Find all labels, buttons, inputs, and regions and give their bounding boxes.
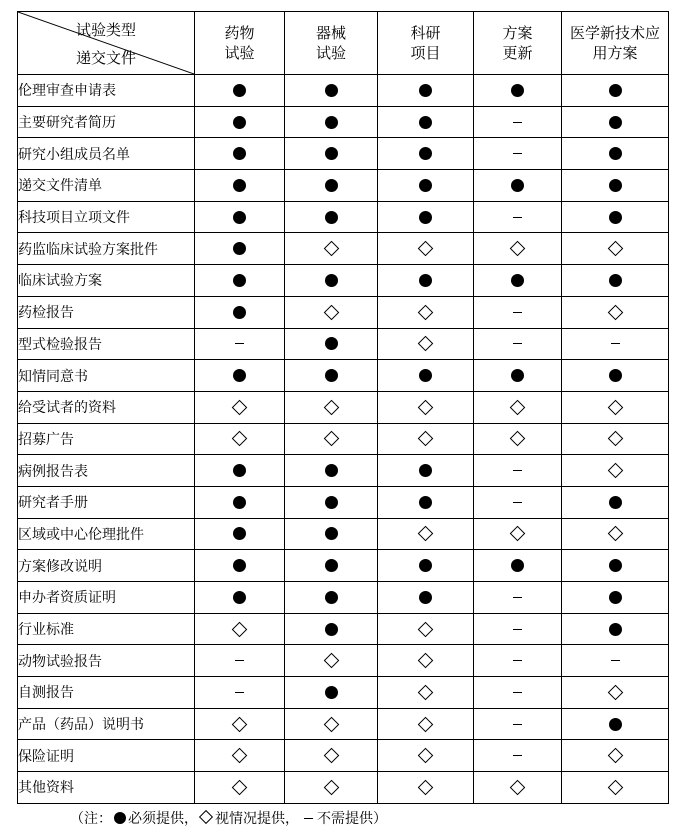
mark-cell xyxy=(378,360,474,392)
mark-cell xyxy=(285,170,378,202)
table-row xyxy=(18,582,669,614)
document-label: 保险证明 xyxy=(18,740,195,772)
dot-icon xyxy=(233,591,246,604)
table-row xyxy=(18,645,669,677)
table-row xyxy=(18,75,669,107)
dash-icon xyxy=(513,755,522,756)
table-row xyxy=(18,677,669,709)
document-label: 科技项目立项文件 xyxy=(18,201,195,233)
mark-cell xyxy=(474,360,562,392)
document-label: 病例报告表 xyxy=(18,455,195,487)
diamond-icon xyxy=(232,431,248,447)
mark-cell xyxy=(195,423,285,455)
dot-icon xyxy=(325,369,338,382)
diamond-icon xyxy=(510,780,526,796)
mark-cell xyxy=(285,423,378,455)
mark-cell xyxy=(195,360,285,392)
mark-cell xyxy=(195,677,285,709)
dot-icon xyxy=(419,464,432,477)
dot-icon xyxy=(233,116,246,129)
table-row xyxy=(18,550,669,582)
diamond-icon xyxy=(607,780,623,796)
diamond-icon xyxy=(607,526,623,542)
mark-cell xyxy=(562,486,669,518)
mark-cell xyxy=(562,455,669,487)
diamond-icon xyxy=(418,748,434,764)
dot-icon xyxy=(609,147,622,160)
diamond-icon xyxy=(418,716,434,732)
mark-cell xyxy=(474,328,562,360)
diamond-icon xyxy=(418,241,434,257)
column-header-protocol-update: 方案 更新 xyxy=(474,12,562,75)
mark-cell xyxy=(474,740,562,772)
diamond-icon xyxy=(418,336,434,352)
dot-icon xyxy=(325,623,338,636)
mark-cell xyxy=(285,75,378,107)
diamond-icon xyxy=(323,241,339,257)
document-label: 申办者资质证明 xyxy=(18,582,195,614)
mark-cell xyxy=(474,170,562,202)
mark-cell xyxy=(285,740,378,772)
document-label: 产品（药品）说明书 xyxy=(18,708,195,740)
diamond-icon xyxy=(510,399,526,415)
diamond-icon xyxy=(607,463,623,479)
mark-cell xyxy=(562,423,669,455)
document-label: 型式检验报告 xyxy=(18,328,195,360)
mark-cell xyxy=(474,582,562,614)
mark-cell xyxy=(285,328,378,360)
document-label: 动物试验报告 xyxy=(18,645,195,677)
dot-icon xyxy=(325,686,338,699)
diamond-icon xyxy=(323,399,339,415)
mark-cell xyxy=(378,170,474,202)
mark-cell xyxy=(285,550,378,582)
table-row xyxy=(18,201,669,233)
dash-icon xyxy=(235,343,244,344)
table-row xyxy=(18,170,669,202)
diamond-icon xyxy=(199,810,213,824)
mark-cell xyxy=(474,423,562,455)
dash-icon xyxy=(513,660,522,661)
mark-cell xyxy=(378,518,474,550)
document-label: 招募广告 xyxy=(18,423,195,455)
mark-cell xyxy=(378,645,474,677)
mark-cell xyxy=(378,423,474,455)
mark-cell xyxy=(285,677,378,709)
mark-cell xyxy=(285,233,378,265)
legend-note xyxy=(70,810,387,828)
mark-cell xyxy=(378,582,474,614)
mark-cell xyxy=(378,296,474,328)
dot-icon xyxy=(609,623,622,636)
mark-cell xyxy=(378,772,474,804)
dash-icon xyxy=(304,818,313,819)
mark-cell xyxy=(562,138,669,170)
dot-icon xyxy=(511,84,524,97)
dot-icon xyxy=(419,591,432,604)
mark-cell xyxy=(378,455,474,487)
diamond-icon xyxy=(607,748,623,764)
mark-cell xyxy=(562,106,669,138)
table-row xyxy=(18,138,669,170)
mark-cell xyxy=(195,582,285,614)
diamond-icon xyxy=(418,399,434,415)
mark-cell xyxy=(474,296,562,328)
table-body xyxy=(18,75,669,804)
mark-cell xyxy=(474,233,562,265)
diamond-icon xyxy=(607,685,623,701)
diamond-icon xyxy=(418,526,434,542)
table-row xyxy=(18,740,669,772)
mark-cell xyxy=(378,708,474,740)
mark-cell xyxy=(562,75,669,107)
mark-cell xyxy=(285,201,378,233)
mark-cell xyxy=(285,708,378,740)
dot-icon xyxy=(233,496,246,509)
diamond-icon xyxy=(607,399,623,415)
column-header-device-trial: 器械 试验 xyxy=(285,12,378,75)
dot-icon xyxy=(511,274,524,287)
mark-cell xyxy=(195,708,285,740)
document-label: 递交文件清单 xyxy=(18,170,195,202)
corner-bottom-label: 递交文件 xyxy=(76,49,137,67)
mark-cell xyxy=(285,772,378,804)
dot-icon xyxy=(419,496,432,509)
dot-icon xyxy=(233,369,246,382)
dot-icon xyxy=(419,179,432,192)
mark-cell xyxy=(195,518,285,550)
mark-cell xyxy=(474,265,562,297)
mark-cell xyxy=(474,391,562,423)
dash-icon xyxy=(513,502,522,503)
column-header-new-technology: 医学新技术应 用方案 xyxy=(562,12,669,75)
mark-cell xyxy=(195,645,285,677)
dot-icon xyxy=(233,274,246,287)
mark-cell xyxy=(562,233,669,265)
dash-icon xyxy=(513,470,522,471)
dot-icon xyxy=(325,464,338,477)
note-not-required: 不需提供） xyxy=(317,811,387,827)
table-row xyxy=(18,486,669,518)
dash-icon xyxy=(513,217,522,218)
diamond-icon xyxy=(323,653,339,669)
mark-cell xyxy=(474,201,562,233)
document-label: 药监临床试验方案批件 xyxy=(18,233,195,265)
document-label: 主要研究者简历 xyxy=(18,106,195,138)
document-label: 知情同意书 xyxy=(18,360,195,392)
mark-cell xyxy=(378,391,474,423)
dot-icon xyxy=(114,812,126,824)
document-label: 其他资料 xyxy=(18,772,195,804)
dot-icon xyxy=(419,147,432,160)
dot-icon xyxy=(419,211,432,224)
dot-icon xyxy=(233,179,246,192)
dash-icon xyxy=(513,312,522,313)
dot-icon xyxy=(419,84,432,97)
dot-icon xyxy=(609,496,622,509)
diamond-icon xyxy=(323,716,339,732)
mark-cell xyxy=(195,170,285,202)
dash-icon xyxy=(513,597,522,598)
mark-cell xyxy=(195,455,285,487)
dash-icon xyxy=(513,122,522,123)
mark-cell xyxy=(378,201,474,233)
dash-icon xyxy=(235,660,244,661)
dot-icon xyxy=(609,369,622,382)
dash-icon xyxy=(513,343,522,344)
dot-icon xyxy=(609,718,622,731)
dot-icon xyxy=(511,179,524,192)
mark-cell xyxy=(474,138,562,170)
diamond-icon xyxy=(323,780,339,796)
table-row xyxy=(18,106,669,138)
mark-cell xyxy=(562,708,669,740)
dot-icon xyxy=(325,211,338,224)
dot-icon xyxy=(233,211,246,224)
diamond-icon xyxy=(232,780,248,796)
mark-cell xyxy=(285,106,378,138)
submission-documents-table xyxy=(17,11,669,804)
mark-cell xyxy=(474,708,562,740)
table-row xyxy=(18,613,669,645)
diamond-icon xyxy=(418,431,434,447)
dash-icon xyxy=(513,629,522,630)
diamond-icon xyxy=(607,431,623,447)
dot-icon xyxy=(233,527,246,540)
mark-cell xyxy=(195,328,285,360)
dot-icon xyxy=(325,84,338,97)
document-label: 临床试验方案 xyxy=(18,265,195,297)
dot-icon xyxy=(233,84,246,97)
column-header-drug-trial: 药物 试验 xyxy=(195,12,285,75)
mark-cell xyxy=(285,360,378,392)
mark-cell xyxy=(378,106,474,138)
mark-cell xyxy=(562,550,669,582)
table-row xyxy=(18,708,669,740)
mark-cell xyxy=(562,391,669,423)
dot-icon xyxy=(325,559,338,572)
diamond-icon xyxy=(418,653,434,669)
mark-cell xyxy=(378,613,474,645)
mark-cell xyxy=(562,328,669,360)
document-label: 自测报告 xyxy=(18,677,195,709)
diamond-icon xyxy=(232,621,248,637)
note-required: 必须提供， xyxy=(128,811,198,827)
diamond-icon xyxy=(510,526,526,542)
mark-cell xyxy=(562,582,669,614)
column-header-research-project: 科研 项目 xyxy=(378,12,474,75)
diamond-icon xyxy=(607,241,623,257)
mark-cell xyxy=(285,265,378,297)
dot-icon xyxy=(325,274,338,287)
dash-icon xyxy=(611,660,620,661)
document-label: 行业标准 xyxy=(18,613,195,645)
corner-header-cell xyxy=(18,12,195,75)
table-row xyxy=(18,265,669,297)
dot-icon xyxy=(233,306,246,319)
dot-icon xyxy=(419,116,432,129)
dot-icon xyxy=(511,369,524,382)
mark-cell xyxy=(378,677,474,709)
mark-cell xyxy=(378,75,474,107)
dot-icon xyxy=(325,527,338,540)
corner-top-label: 试验类型 xyxy=(76,21,137,39)
dot-icon xyxy=(609,179,622,192)
mark-cell xyxy=(378,328,474,360)
diamond-icon xyxy=(323,748,339,764)
document-label: 研究者手册 xyxy=(18,486,195,518)
mark-cell xyxy=(474,772,562,804)
mark-cell xyxy=(195,486,285,518)
table-row xyxy=(18,328,669,360)
table-row xyxy=(18,772,669,804)
mark-cell xyxy=(285,296,378,328)
mark-cell xyxy=(195,138,285,170)
dot-icon xyxy=(233,242,246,255)
dot-icon xyxy=(233,147,246,160)
mark-cell xyxy=(195,106,285,138)
mark-cell xyxy=(562,296,669,328)
dash-icon xyxy=(611,343,620,344)
mark-cell xyxy=(562,740,669,772)
document-label: 研究小组成员名单 xyxy=(18,138,195,170)
diamond-icon xyxy=(510,241,526,257)
mark-cell xyxy=(562,677,669,709)
mark-cell xyxy=(474,455,562,487)
mark-cell xyxy=(562,613,669,645)
dot-icon xyxy=(325,337,338,350)
diamond-icon xyxy=(323,431,339,447)
table-row xyxy=(18,518,669,550)
mark-cell xyxy=(195,75,285,107)
document-label: 给受试者的资料 xyxy=(18,391,195,423)
note-conditional: 视情况提供， xyxy=(215,811,299,827)
document-label: 方案修改说明 xyxy=(18,550,195,582)
dot-icon xyxy=(233,464,246,477)
dot-icon xyxy=(325,179,338,192)
mark-cell xyxy=(195,772,285,804)
dot-icon xyxy=(419,274,432,287)
mark-cell xyxy=(562,772,669,804)
mark-cell xyxy=(474,106,562,138)
mark-cell xyxy=(474,486,562,518)
mark-cell xyxy=(195,265,285,297)
dot-icon xyxy=(233,559,246,572)
mark-cell xyxy=(474,677,562,709)
mark-cell xyxy=(378,486,474,518)
mark-cell xyxy=(285,486,378,518)
dot-icon xyxy=(511,559,524,572)
table-row xyxy=(18,423,669,455)
dash-icon xyxy=(513,153,522,154)
mark-cell xyxy=(378,138,474,170)
table-row xyxy=(18,296,669,328)
mark-cell xyxy=(562,265,669,297)
dash-icon xyxy=(513,724,522,725)
diamond-icon xyxy=(607,304,623,320)
dot-icon xyxy=(325,116,338,129)
dot-icon xyxy=(609,559,622,572)
dot-icon xyxy=(609,84,622,97)
mark-cell xyxy=(285,391,378,423)
mark-cell xyxy=(285,455,378,487)
mark-cell xyxy=(285,582,378,614)
diamond-icon xyxy=(232,399,248,415)
dot-icon xyxy=(609,591,622,604)
mark-cell xyxy=(474,645,562,677)
mark-cell xyxy=(474,518,562,550)
mark-cell xyxy=(195,740,285,772)
mark-cell xyxy=(195,550,285,582)
note-open: （注： xyxy=(70,811,112,827)
diamond-icon xyxy=(323,304,339,320)
mark-cell xyxy=(195,296,285,328)
mark-cell xyxy=(378,550,474,582)
dash-icon xyxy=(235,692,244,693)
dot-icon xyxy=(419,559,432,572)
diamond-icon xyxy=(510,431,526,447)
document-label: 伦理审查申请表 xyxy=(18,75,195,107)
mark-cell xyxy=(562,360,669,392)
diamond-icon xyxy=(232,716,248,732)
table-row xyxy=(18,455,669,487)
mark-cell xyxy=(195,613,285,645)
dot-icon xyxy=(325,591,338,604)
table-row xyxy=(18,391,669,423)
dot-icon xyxy=(609,116,622,129)
mark-cell xyxy=(474,550,562,582)
dot-icon xyxy=(325,496,338,509)
diamond-icon xyxy=(418,685,434,701)
diamond-icon xyxy=(232,748,248,764)
mark-cell xyxy=(285,518,378,550)
table-row xyxy=(18,233,669,265)
dot-icon xyxy=(609,274,622,287)
mark-cell xyxy=(195,233,285,265)
mark-cell xyxy=(378,265,474,297)
dot-icon xyxy=(609,211,622,224)
diamond-icon xyxy=(418,780,434,796)
mark-cell xyxy=(562,518,669,550)
diamond-icon xyxy=(418,621,434,637)
mark-cell xyxy=(195,201,285,233)
mark-cell xyxy=(474,75,562,107)
dot-icon xyxy=(325,147,338,160)
dot-icon xyxy=(419,369,432,382)
mark-cell xyxy=(562,645,669,677)
table-row xyxy=(18,360,669,392)
document-label: 药检报告 xyxy=(18,296,195,328)
mark-cell xyxy=(562,201,669,233)
mark-cell xyxy=(562,170,669,202)
mark-cell xyxy=(285,613,378,645)
header-row xyxy=(18,12,669,75)
mark-cell xyxy=(474,613,562,645)
document-label: 区域或中心伦理批件 xyxy=(18,518,195,550)
mark-cell xyxy=(378,740,474,772)
mark-cell xyxy=(378,233,474,265)
mark-cell xyxy=(285,645,378,677)
dash-icon xyxy=(513,692,522,693)
mark-cell xyxy=(195,391,285,423)
diamond-icon xyxy=(418,304,434,320)
mark-cell xyxy=(285,138,378,170)
